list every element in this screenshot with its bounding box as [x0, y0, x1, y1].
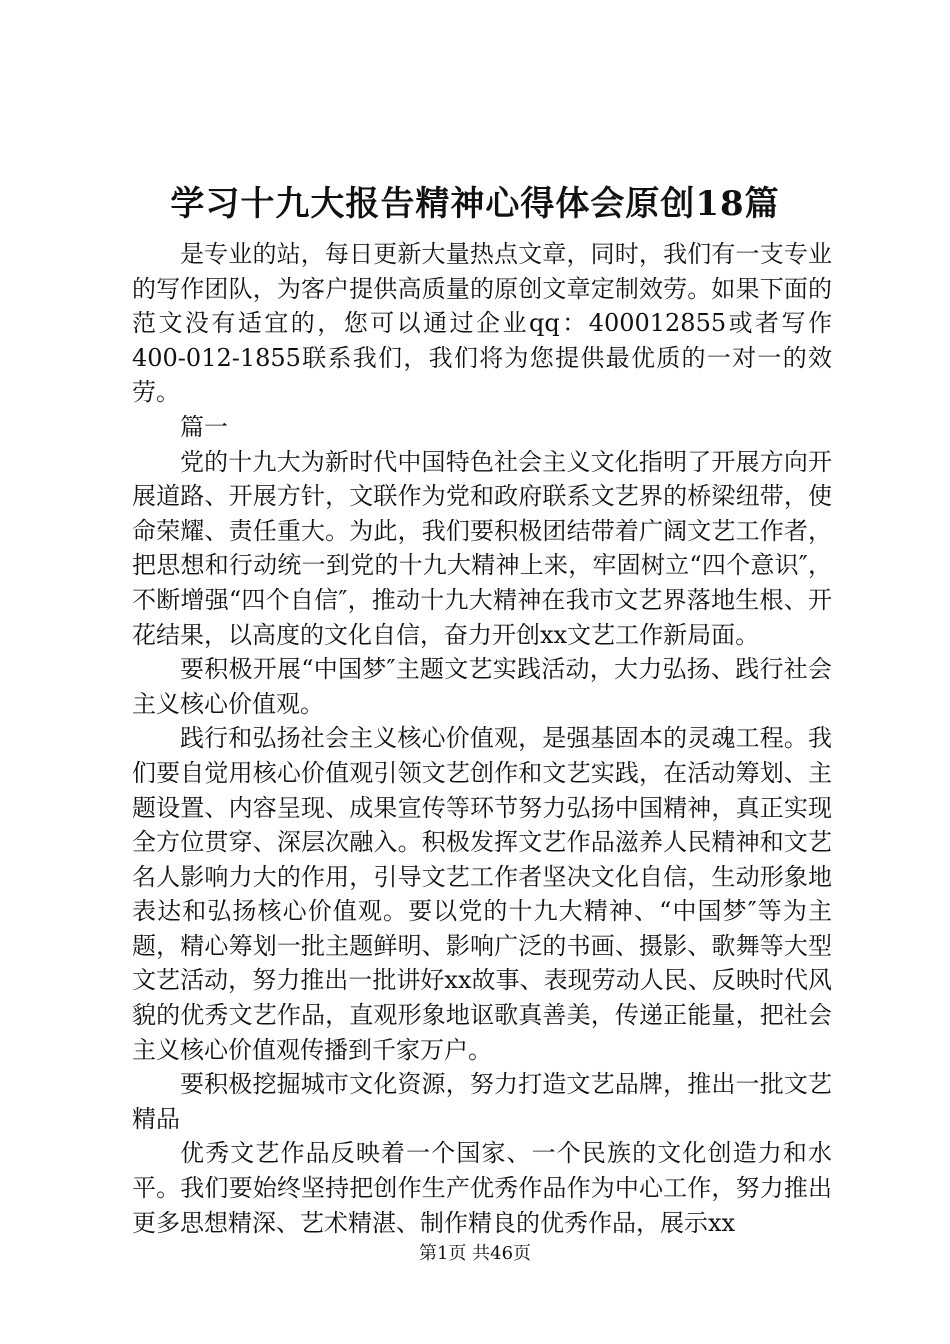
body-paragraph: 党的十九大为新时代中国特色社会主义文化指明了开展方向开展道路、开展方针，文联作为党和政府联系文艺界的桥梁纽带，使命荣耀、责任重大。为此，我们要积极团结带着广阔文艺工作者，把思想和行动统一到党的十九大精神上来，牢固树立“四个意识″，不断增强“四个自信″，推动十九大精神在我市文艺界落地生根、开花结果，以高度的文化自信，奋力开创xx文艺工作新局面。: [132, 447, 832, 649]
body-paragraph: 要积极挖掘城市文化资源，努力打造文艺品牌，推出一批文艺精品: [132, 1070, 832, 1133]
page-title: 学习十九大报告精神心得体会原创18篇: [170, 184, 780, 224]
document-body: [132, 237, 864, 1240]
body-paragraph: 优秀文艺作品反映着一个国家、一个民族的文化创造力和水平。我们要始终坚持把创作生产优秀作品作为中心工作，努力推出更多思想精深、艺术精湛、制作精良的优秀作品，展示xx: [132, 1139, 832, 1237]
body-paragraph: 要积极开展“中国梦″主题文艺实践活动，大力弘扬、践行社会主义核心价值观。: [132, 655, 832, 718]
body-paragraph: 践行和弘扬社会主义核心价值观，是强基固本的灵魂工程。我们要自觉用核心价值观引领文艺创作和文艺实践，在活动筹划、主题设置、内容呈现、成果宣传等环节努力弘扬中国精神，真正实现全方位贯穿、深层次融入。积极发挥文艺作品滋养人民精神和文艺名人影响力大的作用，引导文艺工作者坚决文化自信，生动形象地表达和弘扬核心价值观。要以党的十九大精神、“中国梦″等为主题，精心筹划一批主题鲜明、影响广泛的书画、摄影、歌舞等大型文艺活动，努力推出一批讲好xx故事、表现劳动人民、反映时代风貌的优秀文艺作品，直观形象地讴歌真善美，传递正能量，把社会主义核心价值观传播到千家万户。: [132, 724, 832, 1064]
section-heading: 篇一: [180, 412, 228, 441]
page-footer: 第1页 共46页: [418, 1243, 532, 1264]
intro-paragraph: 是专业的站，每日更新大量热点文章，同时，我们有一支专业的写作团队，为客户提供高质量的原创文章定制效劳。如果下面的范文没有适宜的，您可以通过企业qq：400012855或者写作 400-012-1855联系我们，我们将为您提供最优质的一对一的效劳。: [132, 240, 864, 407]
